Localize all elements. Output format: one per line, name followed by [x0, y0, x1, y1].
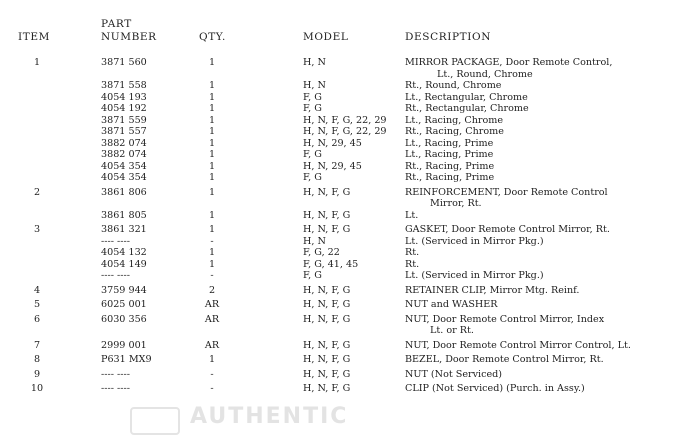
model-codes: H, N, F, G [303, 313, 351, 325]
quantity: 1 [208, 126, 216, 137]
table-row [0, 210, 700, 222]
description: Rt., Rectangular, Chrome [405, 103, 529, 114]
part-number: ---- ---- [101, 368, 130, 380]
table-row [0, 80, 700, 92]
table-row [0, 354, 700, 366]
model-codes: H, N [303, 235, 326, 247]
description: NUT and WASHER [405, 299, 498, 310]
model-codes: H, N, F, G [303, 368, 351, 380]
part-number: ---- ---- [101, 235, 130, 247]
description: CLIP (Not Serviced) (Purch. in Assy.) [405, 383, 585, 394]
part-number: ---- ---- [101, 383, 130, 394]
description-continuation: Lt., Round, Chrome [437, 68, 533, 80]
part-number: 4054 149 [101, 258, 147, 270]
description: Lt. (Serviced in Mirror Pkg.) [405, 235, 544, 247]
description: Lt. (Serviced in Mirror Pkg.) [405, 270, 544, 281]
part-number: 3861 321 [101, 224, 147, 235]
model-codes: F, G [303, 149, 322, 160]
quantity: AR [204, 313, 220, 325]
header-item: ITEM [18, 31, 50, 43]
quantity: 1 [208, 224, 216, 235]
description: NUT, Door Remote Control Mirror Control, Lt. [405, 339, 631, 351]
item-number: 3 [33, 224, 41, 235]
description: Lt., Rectangular, Chrome [405, 91, 528, 103]
table-row [0, 369, 700, 381]
table-row [0, 103, 700, 115]
model-codes: H, N, F, G [303, 339, 351, 351]
description: Lt., Racing, Prime [405, 149, 494, 160]
part-number: 3871 558 [101, 80, 147, 91]
quantity: - [210, 368, 214, 380]
model-codes: H, N [303, 57, 326, 68]
part-number: 3871 559 [101, 114, 147, 126]
part-number: 4054 192 [101, 103, 147, 114]
item-number: 8 [33, 354, 41, 365]
model-codes: F, G [303, 91, 322, 103]
table-row [0, 161, 700, 173]
quantity: - [210, 270, 214, 281]
description-continuation: Lt. or Rt. [430, 325, 474, 336]
header-part-line2: NUMBER [101, 31, 157, 43]
description: NUT, Door Remote Control Mirror, Index [405, 313, 605, 325]
description: Rt., Racing, Prime [405, 160, 495, 172]
model-codes: F, G [303, 103, 322, 114]
part-number: 4054 354 [101, 172, 147, 183]
description: Lt. [405, 209, 419, 221]
table-row [0, 149, 700, 161]
quantity: - [210, 235, 214, 247]
part-number: 3759 944 [101, 284, 147, 296]
model-codes: F, G, 41, 45 [303, 258, 359, 270]
description: Lt., Racing, Prime [405, 137, 494, 149]
table-row [0, 340, 700, 352]
table-row [0, 187, 700, 210]
quantity: 1 [208, 354, 216, 365]
quantity: 1 [208, 91, 216, 103]
item-number: 6 [33, 313, 41, 325]
model-codes: F, G, 22 [303, 247, 340, 258]
quantity: AR [204, 299, 220, 310]
quantity: 1 [208, 137, 216, 149]
item-number: 4 [33, 284, 41, 296]
model-codes: H, N, F, G [303, 284, 351, 296]
model-codes: H, N, F, G [303, 224, 351, 235]
description: Rt. [405, 258, 420, 270]
table-row [0, 383, 700, 395]
item-number: 10 [30, 383, 44, 394]
model-codes: H, N, F, G [303, 209, 351, 221]
quantity: - [210, 383, 214, 394]
model-codes: F, G [303, 270, 322, 281]
part-number: 3882 074 [101, 137, 147, 149]
item-number: 9 [33, 368, 41, 380]
model-codes: H, N, F, G [303, 186, 351, 198]
description: BEZEL, Door Remote Control Mirror, Rt. [405, 354, 604, 365]
item-number: 1 [33, 57, 41, 68]
table-row [0, 138, 700, 150]
header-description: DESCRIPTION [405, 31, 491, 43]
part-number: 4054 132 [101, 247, 147, 258]
table-row [0, 247, 700, 259]
table-row [0, 92, 700, 104]
description: Lt., Racing, Chrome [405, 114, 504, 126]
item-number: 7 [33, 339, 41, 351]
quantity: 1 [208, 80, 216, 91]
quantity: 1 [208, 103, 216, 114]
description: Rt. [405, 247, 420, 258]
part-number: 3871 560 [101, 57, 147, 68]
part-number: 3861 805 [101, 209, 147, 221]
part-number: ---- ---- [101, 270, 130, 281]
part-number: 2999 001 [101, 339, 147, 351]
quantity: 1 [208, 114, 216, 126]
model-codes: H, N, 29, 45 [303, 137, 362, 149]
description: MIRROR PACKAGE, Door Remote Control, [405, 57, 613, 68]
part-number: 3882 074 [101, 149, 147, 160]
model-codes: H, N, F, G [303, 299, 351, 310]
table-row [0, 115, 700, 127]
quantity: 1 [208, 186, 216, 198]
part-number: 3861 806 [101, 186, 147, 198]
model-codes: H, N, F, G [303, 354, 351, 365]
model-codes: H, N, F, G [303, 383, 351, 394]
description: Rt., Racing, Chrome [405, 126, 504, 137]
header-qty: QTY. [199, 31, 226, 43]
table-row [0, 314, 700, 337]
table-row [0, 270, 700, 282]
description: Rt., Round, Chrome [405, 80, 502, 91]
description-continuation: Mirror, Rt. [430, 198, 482, 209]
quantity: 1 [208, 209, 216, 221]
table-row [0, 126, 700, 138]
description: REINFORCEMENT, Door Remote Control [405, 186, 608, 198]
table-row [0, 224, 700, 236]
model-codes: H, N, F, G, 22, 29 [303, 126, 387, 137]
part-number: 3871 557 [101, 126, 147, 137]
description: Rt., Racing, Prime [405, 172, 495, 183]
quantity: 1 [208, 160, 216, 172]
parts-table [0, 57, 700, 395]
item-number: 2 [33, 186, 41, 198]
part-number: 4054 193 [101, 91, 147, 103]
part-number: 4054 354 [101, 160, 147, 172]
part-number: 6025 001 [101, 299, 147, 310]
description: GASKET, Door Remote Control Mirror, Rt. [405, 224, 610, 235]
header-model: MODEL [303, 31, 349, 43]
quantity: AR [204, 339, 220, 351]
description: NUT (Not Serviced) [405, 368, 503, 380]
part-number: P631 MX9 [101, 354, 152, 365]
watermark-logo [130, 407, 180, 435]
quantity: 2 [208, 284, 216, 296]
model-codes: H, N, F, G, 22, 29 [303, 114, 387, 126]
model-codes: F, G [303, 172, 322, 183]
quantity: 1 [208, 258, 216, 270]
table-row [0, 299, 700, 311]
model-codes: H, N, 29, 45 [303, 160, 362, 172]
description: RETAINER CLIP, Mirror Mtg. Reinf. [405, 284, 580, 296]
header-part-line1: PART [101, 18, 132, 30]
table-row [0, 285, 700, 297]
item-number: 5 [33, 299, 41, 310]
quantity: 1 [208, 247, 216, 258]
watermark-text: AUTHENTIC [190, 404, 349, 429]
quantity: 1 [208, 172, 216, 183]
table-row [0, 259, 700, 271]
table-row [0, 57, 700, 80]
table-row [0, 236, 700, 248]
model-codes: H, N [303, 80, 326, 91]
table-row [0, 172, 700, 184]
quantity: 1 [208, 149, 216, 160]
part-number: 6030 356 [101, 313, 147, 325]
quantity: 1 [208, 57, 216, 68]
